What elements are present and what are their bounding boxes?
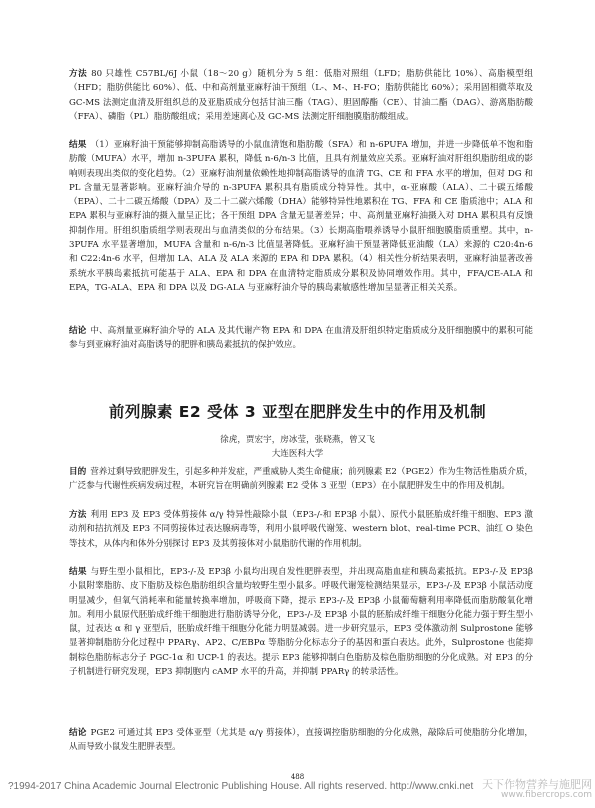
- article-conclusion-text: PGE2 可通过其 EP3 受体亚型（尤其是 α/γ 剪接体），直接调控脂肪细胞的分化成熟，敲除后可使脂肪分化增加，从而导致小鼠发生肥胖表型。: [69, 728, 533, 753]
- article-results-label: 结果: [69, 567, 87, 577]
- watermark-line-1: 天下作物营养与施肥网: [482, 778, 592, 791]
- methods-label: 方法: [69, 69, 88, 79]
- prev-abstract-results: [69, 138, 533, 295]
- article-authors: 徐虎，贾宏宇，房冰莹，张晓燕，曾又飞: [220, 435, 375, 445]
- article-conclusion: [69, 726, 533, 755]
- methods-text: 80 只雄性 C57BL/6J 小鼠（18～20 g）随机分为 5 组：低脂对照组（LFD；脂肪供能比 10%）、高脂模型组（HFD；脂肪供能比 60%）、低、中和高剂量亚麻籽油干预组（L-、M-、H-FO；脂肪供能比 60%）；采用固相微萃取及 GC-MS 法测定血清及肝组织总的及亚脂质成分包括甘油三酯（TAG）、胆固醇酯（CE）、甘油二酯（DAG）、游离脂肪酸（FFA）、磷脂（PL）脂肪酸组成；采用差速离心及 GC-MS 法测定肝细胞膜脂肪酸组成。: [69, 69, 533, 122]
- aim-label: 目的: [69, 467, 87, 477]
- conclusion-text: 中、高剂量亚麻籽油介导的 ALA 及其代谢产物 EPA 和 DPA 在血清及肝组织特定脂质成分及肝细胞膜中的累积可能参与到亚麻籽油对高脂诱导的肥胖和胰岛素抵抗的保护效应。: [69, 326, 533, 351]
- results-label: 结果: [69, 140, 87, 150]
- prev-abstract-conclusion: [69, 324, 533, 353]
- conclusion-label: 结论: [69, 326, 87, 336]
- article-results: [69, 565, 533, 679]
- article-results-text: 与野生型小鼠相比，EP3-/-及 EP3β 小鼠均出现自发性肥胖表型，并出现高脂血症和胰岛素抵抗。EP3-/-及 EP3β 小鼠附睾脂肪、皮下脂肪及棕色脂肪组织含量均较野生型小鼠多。呼吸代谢笼检测结果显示，EP3-/-及 EP3β 小鼠活动度明显减少，但氧气消耗率和能量转换率增加，呼吸商下降，提示 EP3-/-及 EP3β 小鼠葡萄糖利用率降低而脂肪酸氧化增加。利用小鼠原代胚胎成纤维干细胞进行脂肪诱导分化，EP3-/-及 EP3β 小鼠的胚胎成纤维干细胞分化能力强于野生型小鼠，过表达 α 和 γ 亚型后，胚胎成纤维干细胞分化能力明显减弱。进一步研究显示，EP3 受体激动剂 Sulprostone 能够显著抑制脂肪分化过程中 PPARγ、AP2、C/EBPα 等脂肪分化标志分子的基因和蛋白表达。此外，Sulprostone 也能抑制棕色脂肪标志分子 PGC-1α 和 UCP-1 的表达。提示 EP3 能够抑制白色脂肪及棕色脂肪细胞的分化成熟。对 EP3 的分子机制进行研究发现，EP3 抑制胞内 cAMP 水平的升高，并抑制 PPARγ 的转录活性。: [69, 567, 533, 678]
- article-conclusion-label: 结论: [69, 728, 87, 738]
- watermark: [474, 779, 592, 801]
- article-methods-label: 方法: [69, 510, 87, 520]
- results-text: （1）亚麻籽油干预能够抑制高脂诱导的小鼠血清饱和脂肪酸（SFA）和 n-6PUFA 增加，并进一步降低单不饱和脂肪酸（MUFA）水平，增加 n-3PUFA 累积，降低 n-6/n-3 比值，且具有剂量效应关系。亚麻籽油对肝组织脂肪组成的影响则表现出类似的变化趋势。（2）亚麻籽油剂量依赖性地抑制高脂诱导的血清 TG、CE 和 FFA 水平的增加，但对 DG 和 PL 含量无显著影响。亚麻籽油介导的 n-3PUFA 累积具有脂质成分特异性。其中，α-亚麻酸（ALA）、二十碳五烯酸（EPA）、二十二碳五烯酸（DPA）及二十二碳六烯酸（DHA）能够特异性地累积在 TG、FFA 和 CE 脂质池中；ALA 和 EPA 累积与亚麻籽油的摄入量呈正比；各干预组 DPA 含量无显著差异；中、高剂量亚麻籽油摄入对 DHA 累积具有反馈抑制作用。肝组织脂质组学则表现出与血清类似的分布结果。（3）长期高脂喂养诱导小鼠肝细胞膜脂质重塑。其中，n-3PUFA 水平显著增加，MUFA 含量和 n-6/n-3 比值显著降低。亚麻籽油干预显著降低亚油酸（LA）来源的 C20:4n-6 和 C22:4n-6 水平，但增加 LA、ALA 及 ALA 来源的 EPA 和 DPA 累积。（4）相关性分析结果表明，亚麻籽油显著改善系统水平胰岛素抵抗可能基于 ALA、EPA 和 DPA 在血清特定脂质成分累积及协同增效作用。其中，FFA/CE-ALA 和 EPA，TG-ALA、EPA 和 DPA 以及 DG-ALA 与亚麻籽油介导的胰岛素敏感性增加呈显著正相关关系。: [69, 140, 534, 293]
- watermark-line-2: www.fibercrops.com: [501, 790, 592, 800]
- article-methods: [69, 508, 533, 551]
- article-affiliation: 大连医科大学: [271, 449, 324, 459]
- aim-text: 营养过剩导致肥胖发生，引起多种并发症，严重威胁人类生命健康；前列腺素 E2（PGE2）作为生物活性脂质介质，广泛参与代谢性疾病发病过程，本研究旨在明确前列腺素 E2 受体 3 亚型（EP3）在小鼠肥胖发生中的作用及机制。: [69, 467, 533, 492]
- copyright-footer: ?1994-2017 China Academic Journal Electronic Publishing House. All rights reserved. http://www.cnki.net: [8, 781, 474, 792]
- article-methods-text: 利用 EP3 及 EP3 受体剪接体 α/γ 特异性敲除小鼠（EP3-/-和 EP3β 小鼠）、原代小鼠胚胎成纤维干细胞、EP3 激动剂和拮抗剂及 EP3 不同剪接体过表达腺病毒等，利用小鼠呼吸代谢笼、western blot、real-time PCR、油红 O 染色等技术，从体内和体外分别探讨 EP3 及其剪接体对小鼠脂肪代谢的作用机制。: [69, 510, 533, 549]
- page-number: 488: [290, 773, 305, 781]
- article-aim: [69, 465, 533, 494]
- article-title: 前列腺素 E2 受体 3 亚型在肥胖发生中的作用及机制: [108, 403, 487, 421]
- prev-abstract-methods: [69, 67, 533, 124]
